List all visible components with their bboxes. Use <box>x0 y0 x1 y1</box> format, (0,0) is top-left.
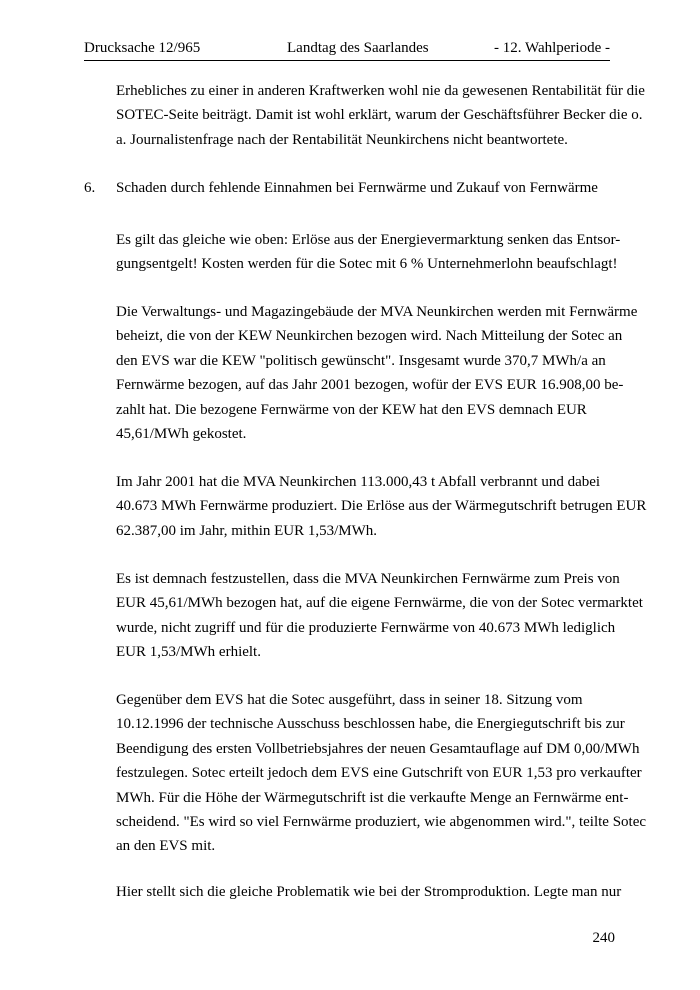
text-line: zahlt hat. Die bezogene Fernwärme von der KEW hat den EVS demnach EUR <box>116 401 587 418</box>
text-line: Im Jahr 2001 hat die MVA Neunkirchen 113.000,43 t Abfall verbrannt und dabei <box>116 474 601 490</box>
text-line: gungsentgelt! Kosten werden für die Sotec mit 6 % Unternehmerlohn beaufschlagt! <box>116 256 618 273</box>
paragraph-5 <box>116 567 643 665</box>
text-line: 62.387,00 im Jahr, mithin EUR 1,53/MWh. <box>116 522 378 539</box>
text-line: Hier stellt sich die gleiche Problematik wie bei der Stromproduktion. Legte man nur <box>116 884 622 900</box>
text-line: Gegenüber dem EVS hat die Sotec ausgeführt, dass in seiner 18. Sitzung vom <box>116 692 583 708</box>
text-line: Fernwärme bezogen, auf das Jahr 2001 bezogen, wofür der EVS EUR 16.908,00 be- <box>116 377 624 394</box>
paragraph-2 <box>116 228 621 277</box>
paragraph-7 <box>116 880 622 904</box>
parliament-name: Landtag des Saarlandes <box>287 40 429 56</box>
text-line: Die Verwaltungs- und Magazingebäude der MVA Neunkirchen werden mit Fernwärme <box>116 304 638 320</box>
text-line: den EVS war die KEW "politisch gewünscht". Insgesamt wurde 370,7 MWh/a an <box>116 352 606 369</box>
legislative-period: - 12. Wahlperiode - <box>494 40 610 56</box>
text-line: 40.673 MWh Fernwärme produziert. Die Erlöse aus der Wärmegutschrift betrugen EUR <box>116 498 647 515</box>
text-line: EUR 1,53/MWh erhielt. <box>116 644 261 661</box>
page-number: 240 <box>592 930 615 946</box>
text-line: beheizt, die von der KEW Neunkirchen bezogen wird. Nach Mitteilung der Sotec an <box>116 328 623 345</box>
text-line: Erhebliches zu einer in anderen Kraftwerken wohl nie da gewesenen Rentabilität für die <box>116 83 645 99</box>
text-line: SOTEC-Seite beiträgt. Damit ist wohl erklärt, warum der Geschäftsführer Becker die o. <box>116 107 643 124</box>
document-number: Drucksache 12/965 <box>84 40 201 56</box>
paragraph-6 <box>116 688 647 859</box>
section-number: 6. <box>84 180 96 196</box>
text-line: wurde, nicht zugriff und für die produzierte Fernwärme von 40.673 MWh lediglich <box>116 619 616 636</box>
paragraph-3 <box>116 300 638 446</box>
text-line: a. Journalistenfrage nach der Rentabilität Neunkirchens nicht beantwortete. <box>116 131 568 148</box>
text-line: 45,61/MWh gekostet. <box>116 426 247 443</box>
text-line: Beendigung des ersten Vollbetriebsjahres der neuen Gesamtauflage auf DM 0,00/MWh <box>116 740 640 757</box>
paragraph-4 <box>116 470 647 543</box>
text-line: MWh. Für die Höhe der Wärmegutschrift ist die verkaufte Menge an Fernwärme ent- <box>116 789 629 806</box>
page-header <box>84 38 610 61</box>
paragraph-1 <box>116 79 645 152</box>
text-line: 10.12.1996 der technische Ausschuss beschlossen habe, die Energiegutschrift bis zur <box>116 716 625 733</box>
text-line: Es gilt das gleiche wie oben: Erlöse aus der Energievermarktung senken das Entsor- <box>116 232 621 248</box>
section-title: Schaden durch fehlende Einnahmen bei Fernwärme und Zukauf von Fernwärme <box>116 180 598 196</box>
text-line: Es ist demnach festzustellen, dass die MVA Neunkirchen Fernwärme zum Preis von <box>116 571 620 587</box>
text-line: EUR 45,61/MWh bezogen hat, auf die eigene Fernwärme, die von der Sotec vermarktet <box>116 595 643 612</box>
text-line: an den EVS mit. <box>116 838 216 855</box>
text-line: festzulegen. Sotec erteilt jedoch dem EVS eine Gutschrift von EUR 1,53 pro verkaufter <box>116 765 642 782</box>
text-line: scheidend. "Es wird so viel Fernwärme produziert, wie abgenommen wird.", teilte Sotec <box>116 814 647 831</box>
